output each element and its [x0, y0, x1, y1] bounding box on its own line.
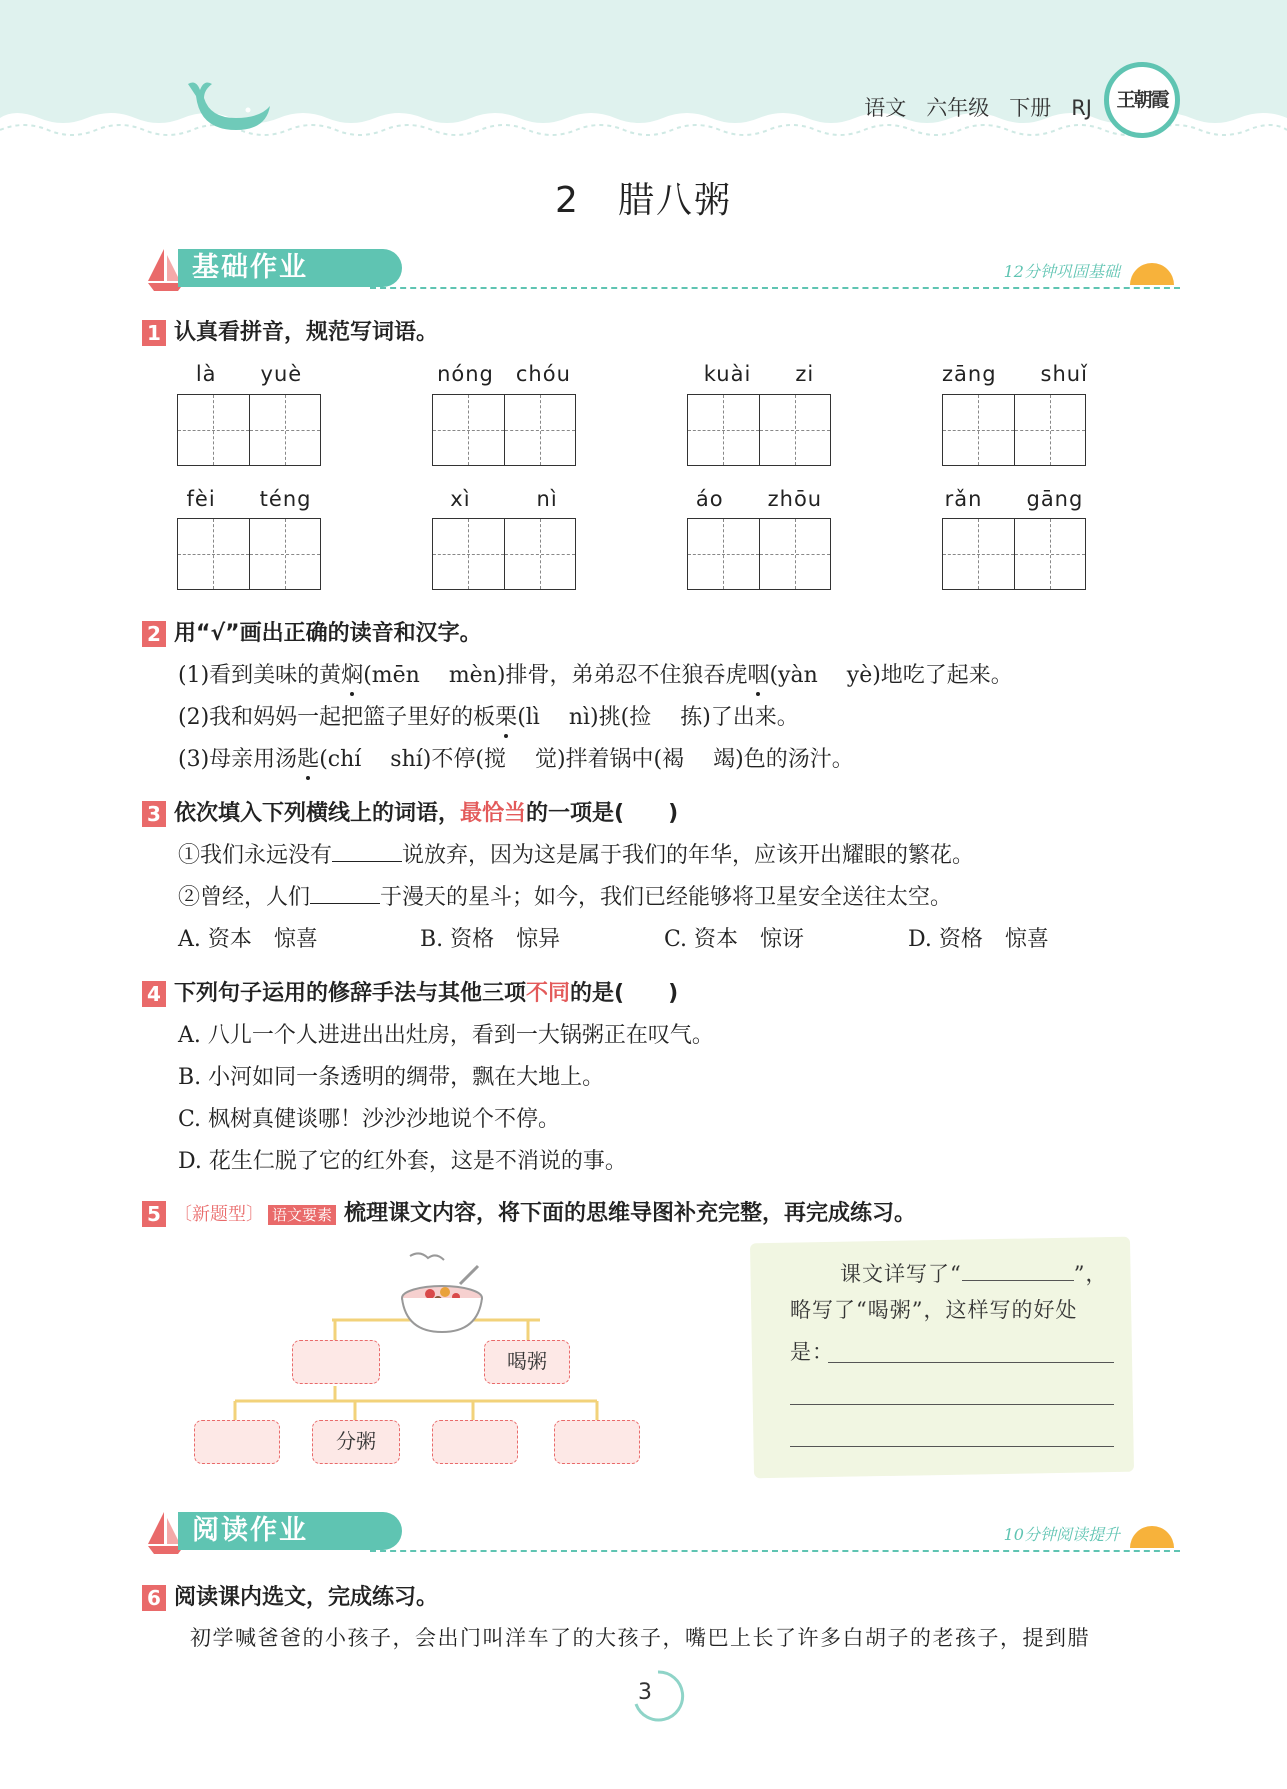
option-c[interactable]: C. 资本 惊讶: [664, 927, 805, 952]
page-header: [0, 0, 1287, 150]
option-a[interactable]: A. 资本 惊喜: [178, 927, 318, 952]
emphasis-text: 最恰当: [460, 801, 527, 826]
note-line-2: 略写了“喝粥”，这样写的好处: [790, 1298, 1078, 1322]
pinyin-label: rǎn gāng: [944, 487, 1084, 511]
question-number: 1: [142, 320, 166, 346]
edition-label: RJ: [1071, 96, 1092, 120]
writing-grid[interactable]: [432, 394, 576, 466]
question-1: [142, 315, 438, 346]
porridge-bowl-icon: [390, 1248, 490, 1348]
question-number: 5: [142, 1201, 166, 1227]
whale-icon: [178, 74, 278, 134]
question-2: [142, 616, 482, 647]
writing-grid[interactable]: [942, 394, 1086, 466]
pinyin-label: zāng shuǐ: [942, 362, 1088, 386]
writing-grid[interactable]: [177, 518, 321, 590]
question-4: 4 下列句子运用的修辞手法与其他三项不同的是( ): [142, 976, 678, 1007]
q3-sentence-1: ①我们永远没有 说放弃，因为这是属于我们的年华，应该开出耀眼的繁花。: [178, 843, 975, 868]
fill-blank[interactable]: [310, 885, 380, 904]
question-number: 4: [142, 981, 166, 1007]
mind-map-box-he-zhou: 喝粥: [484, 1340, 570, 1384]
grade-label: 六年级: [926, 96, 990, 120]
fill-blank[interactable]: [332, 843, 402, 862]
dotted-char: 栗: [495, 705, 518, 730]
dotted-char: 匙: [297, 747, 320, 772]
section-label: 阅读作业: [178, 1512, 402, 1550]
mind-map-box-fen-zhou: 分粥: [312, 1420, 400, 1464]
reading-passage: 初学喊爸爸的小孩子，会出门叫洋车了的大孩子，嘴巴上长了许多白胡子的老孩子，提到腊: [190, 1626, 1090, 1650]
sunrise-icon: [1124, 1518, 1180, 1552]
section-banner-reading: [140, 1508, 1180, 1556]
writing-grid[interactable]: [687, 394, 831, 466]
question-text: 用“√”画出正确的读音和汉字。: [174, 621, 482, 646]
emphasis-text: 不同: [526, 981, 571, 1006]
section-label: 基础作业: [178, 249, 402, 287]
pinyin-label: fèi téng: [186, 487, 312, 511]
option-d[interactable]: D. 资格 惊喜: [908, 927, 1049, 952]
note-line-3: 是：: [790, 1340, 834, 1364]
note-line-1: 课文详写了“ ”，: [840, 1262, 1108, 1286]
brand-logo: [1104, 62, 1180, 138]
page-number: 3: [638, 1680, 652, 1705]
section-time: 10分钟阅读提升: [1003, 1525, 1120, 1544]
q2-line-3: (3)母亲用汤匙(chí shí)不停(搅 觉)拌着锅中(褐 竭)色的汤汁。: [178, 747, 854, 772]
section-banner-basic: [140, 245, 1180, 293]
option-c[interactable]: C. 枫树真健谈哪！沙沙沙地说个不停。: [178, 1107, 561, 1132]
question-5: [142, 1196, 916, 1227]
writing-grid[interactable]: [942, 518, 1086, 590]
pinyin-label: là yuè: [195, 362, 303, 386]
new-type-tag: 〔新题型〕: [174, 1204, 264, 1225]
option-a[interactable]: A. 八儿一个人进进出出灶房，看到一大锅粥正在叹气。: [178, 1023, 714, 1048]
q3-sentence-2: ②曾经，人们 于漫天的星斗；如今，我们已经能够将卫星安全送往太空。: [178, 885, 953, 910]
option-b[interactable]: B. 资格 惊异: [420, 927, 561, 952]
dotted-char: 焖: [341, 663, 364, 688]
option-d[interactable]: D. 花生仁脱了它的红外套，这是不消说的事。: [178, 1149, 627, 1174]
volume-label: 下册: [1009, 96, 1052, 120]
header-info: [844, 92, 1092, 122]
question-text: 梳理课文内容，将下面的思维导图补充完整，再完成练习。: [344, 1201, 917, 1226]
q2-line-1: (1)看到美味的黄焖(mēn mèn)排骨，弟弟忍不住狼吞虎咽(yàn yè)地吃了起来。: [178, 663, 1013, 688]
question-number: 3: [142, 801, 166, 827]
pinyin-label: kuài zi: [703, 362, 815, 386]
mind-map-box-blank[interactable]: [292, 1340, 380, 1384]
pinyin-label: áo zhōu: [695, 487, 823, 511]
option-b[interactable]: B. 小河如同一条透明的绸带，飘在大地上。: [178, 1065, 605, 1090]
question-text: 阅读课内选文，完成练习。: [174, 1585, 439, 1610]
pinyin-label: xì nì: [450, 487, 558, 511]
question-6: [142, 1580, 438, 1611]
question-3: 3 依次填入下列横线上的词语，最恰当的一项是( ): [142, 796, 678, 827]
dotted-char: 咽: [747, 663, 770, 688]
answer-line[interactable]: [790, 1404, 1114, 1405]
writing-grid[interactable]: [177, 394, 321, 466]
question-number: 6: [142, 1585, 166, 1611]
answer-line[interactable]: [828, 1362, 1114, 1363]
section-time: 12分钟巩固基础: [1003, 262, 1120, 281]
logo-text: 王朝霞: [1116, 89, 1168, 111]
mind-map-box-blank[interactable]: [554, 1420, 640, 1464]
writing-grid[interactable]: [687, 518, 831, 590]
pinyin-label: nóng chóu: [437, 362, 571, 386]
answer-line[interactable]: [790, 1446, 1114, 1447]
subject-label: 语文: [864, 96, 907, 120]
question-text: 认真看拼音，规范写词语。: [174, 320, 439, 345]
mind-map-box-blank[interactable]: [194, 1420, 280, 1464]
mind-map-box-blank[interactable]: [432, 1420, 518, 1464]
element-tag: 语文要素: [268, 1205, 336, 1225]
writing-grid[interactable]: [432, 518, 576, 590]
sunrise-icon: [1124, 255, 1180, 289]
question-number: 2: [142, 621, 166, 647]
page-title: 2 腊八粥: [555, 180, 732, 221]
q2-line-2: (2)我和妈妈一起把篮子里好的板栗(lì nì)挑(捡 拣)了出来。: [178, 705, 799, 730]
